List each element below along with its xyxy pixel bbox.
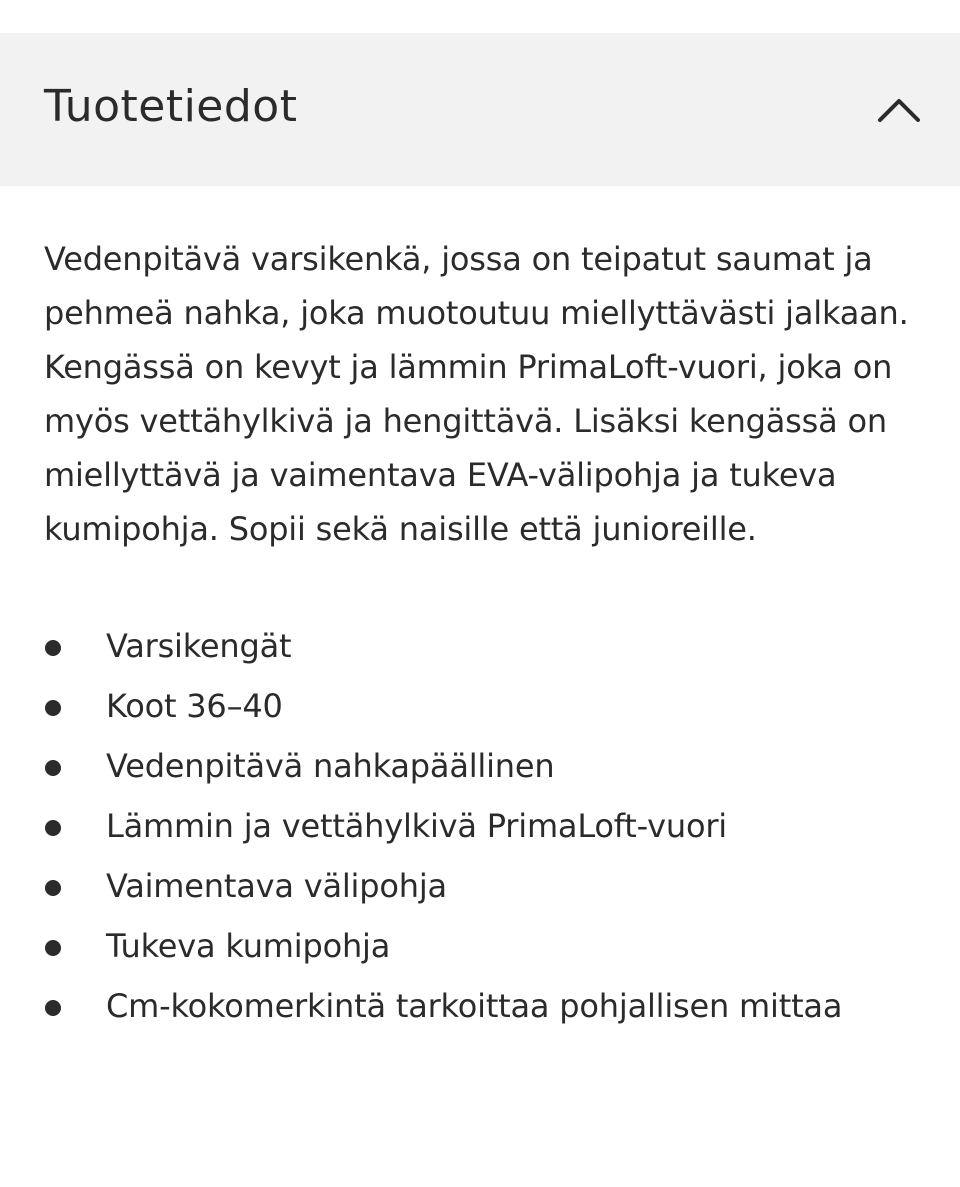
list-item [44,736,916,796]
list-item [44,856,916,916]
list-item [44,616,916,676]
feature-text: Varsikengät [106,627,292,665]
feature-text: Lämmin ja vettähylkivä PrimaLoft-vuori [106,807,727,845]
list-item [44,796,916,856]
accordion-content [0,186,960,1036]
list-item [44,916,916,976]
accordion-title: Tuotetiedot [44,81,298,132]
top-spacer [0,0,960,33]
feature-text: Koot 36–40 [106,687,283,725]
bullet-icon [45,640,61,656]
feature-text: Cm-kokomerkintä tarkoittaa pohjallisen mittaa [106,987,843,1025]
chevron-up-icon[interactable] [872,83,926,137]
feature-list [44,616,916,1036]
bullet-icon [45,700,61,716]
bullet-icon [45,1000,61,1016]
product-description: Vedenpitävä varsikenkä, jossa on teipatut saumat ja pehmeä nahka, joka muotoutuu miellyttävästi jalkaan. Kengässä on kevyt ja lämmin PrimaLoft-vuori, joka on myös vettähylkivä ja hengittävä. Lisäksi kengässä on miellyttävä ja vaimentava EVA-välipohja ja tukeva kumipohja. Sopii sekä naisille että junioreille. [44,240,909,548]
feature-text: Vedenpitävä nahkapäällinen [106,747,555,785]
list-item [44,676,916,736]
bullet-icon [45,880,61,896]
product-info-accordion-header[interactable] [0,33,960,186]
feature-text: Vaimentava välipohja [106,867,447,905]
feature-text: Tukeva kumipohja [106,927,391,965]
bullet-icon [45,940,61,956]
bullet-icon [45,820,61,836]
list-item [44,976,916,1036]
bullet-icon [45,760,61,776]
